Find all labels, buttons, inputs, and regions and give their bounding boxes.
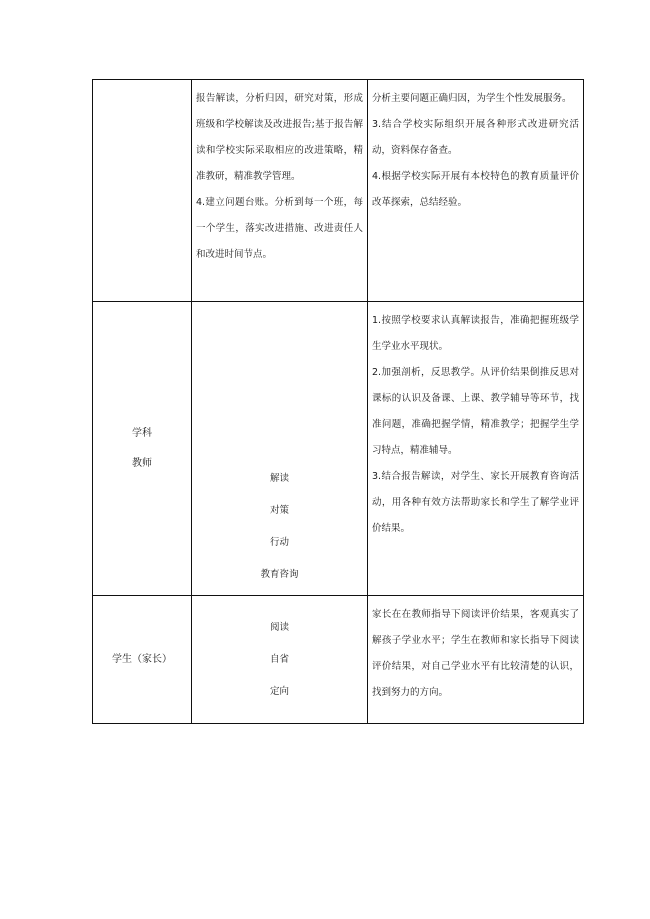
role-cell <box>93 302 192 596</box>
role-label: 教师 <box>132 457 152 469</box>
evaluation-table <box>92 79 584 724</box>
requirement-paragraph: 4.根据学校实际开展有本校特色的教育质量评价改革探索，总结经验。 <box>372 171 579 208</box>
method-cell <box>192 596 368 724</box>
requirement-paragraph: 3.结合报告解读，对学生、家长开展教育咨询活动，用各种有效方法帮助家长和学生了解学业评价结果。 <box>372 471 579 534</box>
table-row <box>93 80 584 302</box>
table-row <box>93 596 584 724</box>
requirement-paragraph: 1.按照学校要求认真解读报告，准确把握班级学生学业水平现状。 <box>372 315 579 352</box>
method-paragraph: 报告解读，分析归因，研究对策，形成班级和学校解读及改进报告;基于报告解读和学校实际采取相应的改进策略，精准教研，精准教学管理。 <box>196 93 363 182</box>
requirement-cell <box>368 596 584 724</box>
role-label: 学科 <box>132 427 152 439</box>
table-row <box>93 302 584 596</box>
method-item: 解读 <box>269 473 289 484</box>
role-cell <box>93 596 192 724</box>
requirement-cell <box>368 80 584 302</box>
role-cell <box>93 80 192 302</box>
method-paragraph: 4.建立问题台账。分析到每一个班，每一个学生，落实改进措施、改进责任人和改进时间节点。 <box>196 197 363 260</box>
requirement-cell <box>368 302 584 596</box>
method-cell <box>192 302 368 596</box>
method-item: 行动 <box>269 537 289 548</box>
requirement-paragraph: 分析主要问题正确归因，为学生个性发展服务。 <box>372 93 572 104</box>
method-item: 教育咨询 <box>260 569 299 580</box>
requirement-paragraph: 家长在在教师指导下阅读评价结果，客观真实了解孩子学业水平；学生在教师和家长指导下阅读评价结果，对自己学业水平有比较清楚的认识，找到努力的方向。 <box>372 609 579 698</box>
role-label: 学生（家长） <box>112 653 172 665</box>
method-item: 阅读 <box>269 621 289 633</box>
method-item: 定向 <box>269 685 289 697</box>
method-item: 自省 <box>269 653 289 665</box>
requirement-paragraph: 2.加强剖析，反思教学。从评价结果倒推反思对课标的认识及备课、上课、教学辅导等环节，找准问题，准确把握学情，精准教学；把握学生学习特点，精准辅导。 <box>372 367 579 456</box>
method-item: 对策 <box>269 505 289 516</box>
requirement-paragraph: 3.结合学校实际组织开展各种形式改进研究活动，资料保存备查。 <box>372 119 579 156</box>
method-cell <box>192 80 368 302</box>
